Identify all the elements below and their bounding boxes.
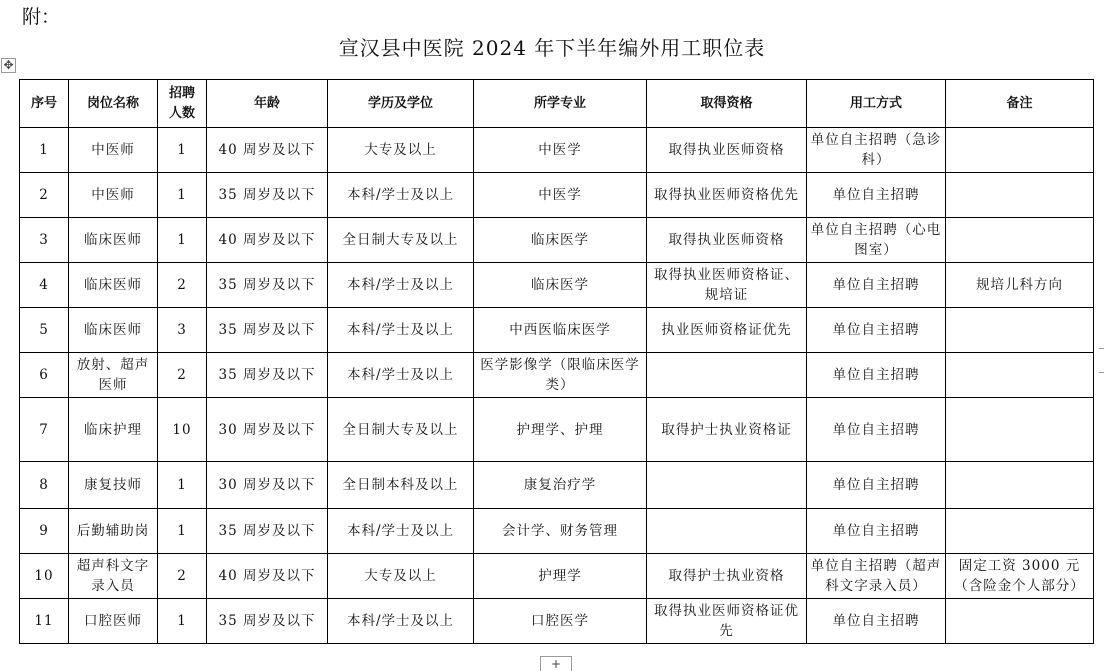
- table-cell: 中医师: [69, 128, 158, 173]
- table-cell: 30 周岁及以下: [207, 462, 328, 509]
- table-cell: [647, 509, 807, 554]
- table-cell: 取得执业医师资格: [647, 128, 807, 173]
- table-cell: 取得护士执业资格证: [647, 398, 807, 462]
- table-cell: 9: [20, 509, 69, 554]
- table-cell: 3: [158, 308, 207, 353]
- table-cell: 1: [158, 218, 207, 263]
- table-cell: 临床医师: [69, 263, 158, 308]
- table-cell: 单位自主招聘: [807, 398, 946, 462]
- add-row-icon[interactable]: +: [540, 656, 572, 671]
- table-row: [20, 462, 1094, 509]
- ruler-mark: [1099, 372, 1104, 373]
- table-cell: 35 周岁及以下: [207, 263, 328, 308]
- table-cell: 35 周岁及以下: [207, 599, 328, 644]
- table-cell: 本科/学士及以上: [328, 308, 474, 353]
- table-cell: 2: [158, 353, 207, 398]
- positions-table: [19, 79, 1094, 644]
- table-cell: 全日制本科及以上: [328, 462, 474, 509]
- table-cell: 执业医师资格证优先: [647, 308, 807, 353]
- table-cell: 单位自主招聘: [807, 263, 946, 308]
- header-cell: 用工方式: [807, 80, 946, 128]
- table-row: [20, 128, 1094, 173]
- table-cell: 3: [20, 218, 69, 263]
- table-cell: 单位自主招聘（心电图室）: [807, 218, 946, 263]
- table-cell: 临床护理: [69, 398, 158, 462]
- table-cell: 取得执业医师资格证、规培证: [647, 263, 807, 308]
- table-row: [20, 218, 1094, 263]
- table-cell: 本科/学士及以上: [328, 353, 474, 398]
- table-cell: 1: [158, 599, 207, 644]
- table-row: [20, 263, 1094, 308]
- table-cell: 40 周岁及以下: [207, 554, 328, 599]
- table-cell: [946, 509, 1094, 554]
- table-cell: 康复技师: [69, 462, 158, 509]
- table-cell: 护理学: [474, 554, 647, 599]
- table-cell: 1: [158, 462, 207, 509]
- table-row: [20, 554, 1094, 599]
- header-cell: 取得资格: [647, 80, 807, 128]
- table-header-row: [20, 80, 1094, 128]
- header-cell: 序号: [20, 80, 69, 128]
- table-cell: 单位自主招聘（超声科文字录入员）: [807, 554, 946, 599]
- table-cell: [946, 218, 1094, 263]
- header-cell: 备注: [946, 80, 1094, 128]
- table-cell: 取得执业医师资格: [647, 218, 807, 263]
- table-cell: 4: [20, 263, 69, 308]
- table-cell: 40 周岁及以下: [207, 218, 328, 263]
- table-cell: 单位自主招聘: [807, 308, 946, 353]
- table-cell: 放射、超声医师: [69, 353, 158, 398]
- table-cell: 30 周岁及以下: [207, 398, 328, 462]
- table-cell: 护理学、护理: [474, 398, 647, 462]
- table-cell: 11: [20, 599, 69, 644]
- table-cell: 1: [158, 128, 207, 173]
- table-cell: 中西医临床医学: [474, 308, 647, 353]
- table-cell: 大专及以上: [328, 554, 474, 599]
- table-cell: 35 周岁及以下: [207, 173, 328, 218]
- table-cell: 10: [20, 554, 69, 599]
- table-cell: 单位自主招聘（急诊科）: [807, 128, 946, 173]
- header-cell: 年龄: [207, 80, 328, 128]
- table-cell: 取得执业医师资格优先: [647, 173, 807, 218]
- table-cell: 大专及以上: [328, 128, 474, 173]
- table-row: [20, 173, 1094, 218]
- table-cell: 中医学: [474, 173, 647, 218]
- table-cell: 2: [158, 554, 207, 599]
- table-cell: 全日制大专及以上: [328, 398, 474, 462]
- table-cell: 1: [158, 173, 207, 218]
- table-cell: 中医师: [69, 173, 158, 218]
- table-cell: 本科/学士及以上: [328, 509, 474, 554]
- table-cell: [946, 308, 1094, 353]
- table-cell: 全日制大专及以上: [328, 218, 474, 263]
- table-row: [20, 353, 1094, 398]
- table-cell: [946, 173, 1094, 218]
- table-row: [20, 509, 1094, 554]
- table-cell: 临床医师: [69, 308, 158, 353]
- table-cell: 单位自主招聘: [807, 599, 946, 644]
- table-cell: 会计学、财务管理: [474, 509, 647, 554]
- table-cell: 固定工资 3000 元（含险金个人部分）: [946, 554, 1094, 599]
- table-cell: 7: [20, 398, 69, 462]
- table-cell: 口腔医师: [69, 599, 158, 644]
- table-cell: 10: [158, 398, 207, 462]
- table-cell: 取得执业医师资格证优先: [647, 599, 807, 644]
- table-move-handle-icon[interactable]: ✥: [1, 58, 16, 73]
- table-cell: 取得护士执业资格: [647, 554, 807, 599]
- document-prefix: 附：: [22, 6, 61, 28]
- table-cell: 单位自主招聘: [807, 509, 946, 554]
- table-cell: [647, 353, 807, 398]
- table-cell: [946, 599, 1094, 644]
- table-row: [20, 398, 1094, 462]
- table-cell: 单位自主招聘: [807, 173, 946, 218]
- header-cell: 学历及学位: [328, 80, 474, 128]
- table-row: [20, 599, 1094, 644]
- table-cell: [946, 398, 1094, 462]
- table-cell: 35 周岁及以下: [207, 308, 328, 353]
- table-cell: [946, 353, 1094, 398]
- table-cell: 临床医学: [474, 263, 647, 308]
- table-cell: 35 周岁及以下: [207, 509, 328, 554]
- table-cell: 中医学: [474, 128, 647, 173]
- header-cell: 所学专业: [474, 80, 647, 128]
- table-cell: 本科/学士及以上: [328, 173, 474, 218]
- header-cell: 招聘人数: [158, 80, 207, 128]
- page-title: 宣汉县中医院 2024 年下半年编外用工职位表: [338, 36, 766, 60]
- table-cell: 1: [158, 509, 207, 554]
- table-cell: 临床医学: [474, 218, 647, 263]
- table-cell: 口腔医学: [474, 599, 647, 644]
- table-cell: [946, 128, 1094, 173]
- ruler-mark: [1099, 348, 1104, 349]
- table-cell: 康复治疗学: [474, 462, 647, 509]
- table-cell: 本科/学士及以上: [328, 263, 474, 308]
- table-cell: 本科/学士及以上: [328, 599, 474, 644]
- header-cell: 岗位名称: [69, 80, 158, 128]
- table-cell: 后勤辅助岗: [69, 509, 158, 554]
- table-cell: 2: [158, 263, 207, 308]
- table-cell: 8: [20, 462, 69, 509]
- table-cell: [647, 462, 807, 509]
- table-cell: 6: [20, 353, 69, 398]
- table-cell: 单位自主招聘: [807, 353, 946, 398]
- table-cell: 单位自主招聘: [807, 462, 946, 509]
- table-row: [20, 308, 1094, 353]
- table-cell: 40 周岁及以下: [207, 128, 328, 173]
- table-cell: 2: [20, 173, 69, 218]
- table-cell: 医学影像学（限临床医学类）: [474, 353, 647, 398]
- table-cell: 1: [20, 128, 69, 173]
- table-cell: [946, 462, 1094, 509]
- table-cell: 临床医师: [69, 218, 158, 263]
- table-cell: 35 周岁及以下: [207, 353, 328, 398]
- table-cell: 5: [20, 308, 69, 353]
- table-cell: 规培儿科方向: [946, 263, 1094, 308]
- table-cell: 超声科文字录入员: [69, 554, 158, 599]
